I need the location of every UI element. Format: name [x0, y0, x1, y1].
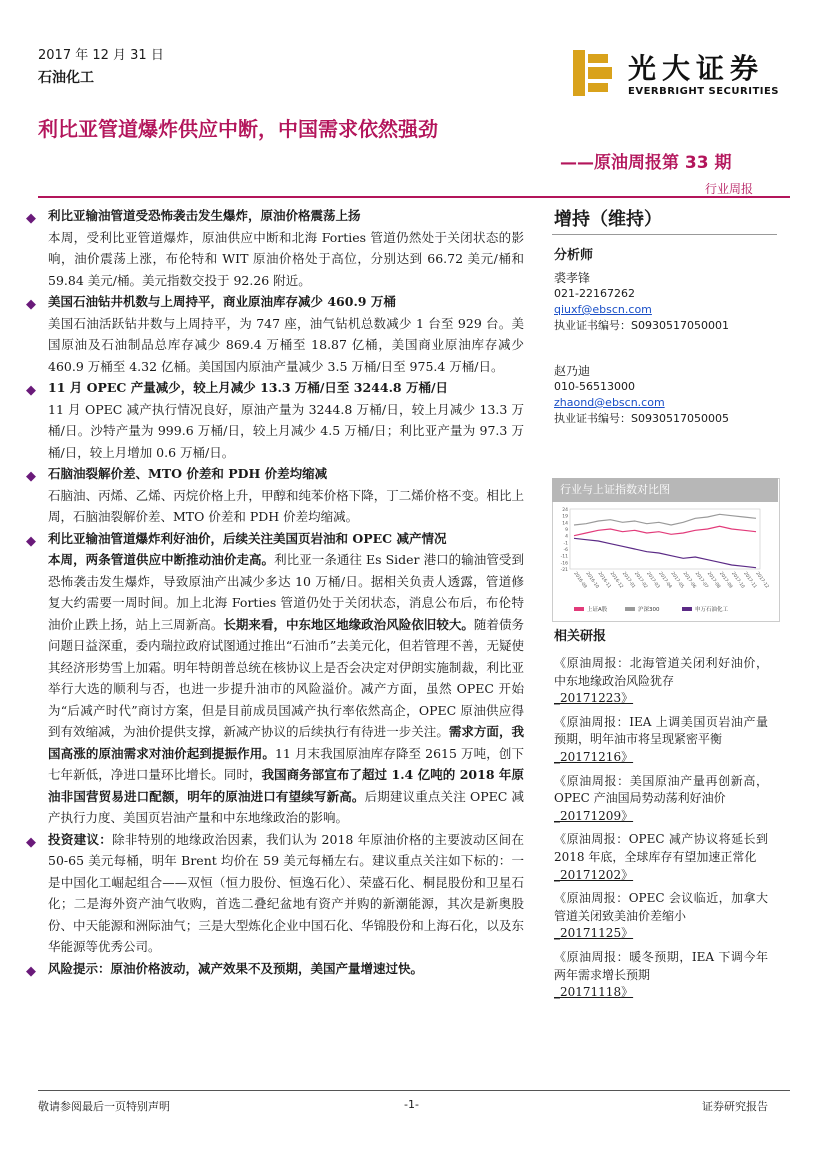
- logo-mark-icon: [573, 50, 612, 96]
- bullet-text: [24, 549, 524, 829]
- diamond-bullet-icon: ◆: [26, 963, 36, 979]
- header-divider: [38, 196, 790, 198]
- bullet-point: [24, 377, 524, 399]
- related-report-item[interactable]: [554, 655, 768, 708]
- diamond-bullet-icon: ◆: [26, 469, 36, 484]
- y-tick-label: 14: [562, 521, 568, 527]
- bullet-point: [24, 528, 524, 550]
- x-tick-label: 2017-07: [693, 571, 709, 590]
- analyst-phone: 010-56513000: [554, 380, 635, 393]
- related-report-item[interactable]: [554, 949, 768, 1002]
- diamond-bullet-icon: ◆: [26, 834, 36, 850]
- analyst-phone: 021-22167262: [554, 287, 635, 300]
- analyst-email-link[interactable]: qiuxf@ebscn.com: [554, 303, 652, 316]
- legend-swatch: [574, 607, 584, 611]
- text-bold: 本周，两条管道供应中断推动油价走高。: [48, 552, 275, 567]
- index-comparison-chart: [556, 503, 774, 617]
- legend-swatch: [682, 607, 692, 611]
- diamond-bullet-icon: ◆: [26, 533, 36, 549]
- bullet-point: [24, 291, 524, 313]
- text-run: 利比亚一条通往 Es Sider 港口的输油管受到恐怖袭击发生爆炸，导致原油产出减少多达 10 万桶/日。据相关负责人透露，管道修复大约需要一周时间。加上北海 Forties 管道仍处于关闭状态，消息公布后，布伦特油价止跌上扬，站上三周新高。: [48, 552, 524, 632]
- related-report-title: 《原油周报：OPEC 减产协议将延长到 2018 年底，全球库存有望加速正常化: [554, 832, 768, 864]
- series-line: [574, 526, 756, 535]
- related-report-item[interactable]: [554, 773, 768, 826]
- bullet-text: 11 月 OPEC 减产执行情况良好，原油产量为 3244.8 万桶/日，较上月减少 13.3 万桶/日。沙特产量为 999.6 万桶/日，较上月减少 4.5 万桶/日；利比亚产量为 97.3 万桶/日，较上月增加 0.6 万桶/日。: [48, 401, 524, 460]
- related-research-list: [554, 655, 768, 1008]
- text-run: 随着债务问题日益深重，委内瑞拉政府试图通过推出“石油币”去美元化，但若管理不善，无疑使其经济形势雪上加霜。明年特朗普总统在核协议上是否会决定对伊朗实施制裁，利比亚举行大选的顺利与否，也进一步提升油市的风险溢价。减产方面，虽然 OPEC 开始为“后减产时代”商讨方案，但是目前成员国减产执行率依然高企，OPEC 原油供应得到有效缩减，为油价提供支撑，新减产协议的后续执行有待进一步关注。: [48, 616, 524, 739]
- related-report-date: _20171209》: [554, 808, 634, 823]
- related-report-date: _20171216》: [554, 749, 634, 764]
- y-tick-label: -6: [563, 548, 568, 553]
- x-tick-label: 2017-02: [633, 571, 648, 590]
- text-bold: 我国商务部宣布了超过 1.4 亿吨的 2018 年原油非国营贸易进口配额，明年的原油进口有望续写新高。: [48, 767, 524, 804]
- logo-text-cn: 光大证券: [628, 52, 765, 85]
- x-tick-label: 2017-09: [717, 571, 733, 590]
- related-report-date: _20171223》: [554, 691, 634, 706]
- bullet-heading: 投资建议：: [48, 831, 113, 847]
- text-run: 11 月末我国原油库存降至 2615 万吨，创下七年新低，净进口量环比增长。同时，: [48, 745, 524, 782]
- footer-disclaimer: 敬请参阅最后一页特别声明: [38, 1100, 170, 1113]
- text-bold: 需求方面，我国高涨的原油需求对油价起到提振作用。: [48, 724, 524, 761]
- y-tick-label: -21: [560, 568, 568, 573]
- related-report-date: _20171118》: [554, 985, 634, 1000]
- y-tick-label: 24: [562, 508, 568, 513]
- legend-label: 沪深300: [638, 607, 660, 613]
- footer-divider: [38, 1090, 790, 1091]
- series-line: [574, 538, 756, 567]
- bullet-point: [24, 958, 524, 980]
- sidebar-divider: [552, 234, 777, 235]
- y-tick-label: -11: [560, 554, 568, 560]
- bullet-heading: 石脑油裂解价差、MTO 价差和 PDH 价差均缩减: [48, 466, 328, 481]
- text-bold: 长期来看，中东地区地缘政治风险依旧较大。: [223, 616, 474, 632]
- related-report-title: 《原油周报：北海管道关闭利好油价，中东地缘政治风险犹存: [554, 656, 768, 688]
- sector-label: 石油化工: [38, 70, 94, 86]
- related-report-title: 《原油周报：IEA 上调美国页岩油产量预期，明年油市将呈现紧密平衡: [554, 714, 768, 747]
- related-report-title: 《原油周报：暖冬预期，IEA 下调今年两年需求增长预期: [554, 949, 768, 982]
- series-line: [574, 514, 756, 525]
- analyst-name: 赵乃迪: [554, 364, 591, 378]
- x-tick-label: 2017-11: [742, 571, 758, 590]
- diamond-bullet-icon: ◆: [26, 297, 36, 312]
- bullet-text: 本周，受利比亚管道爆炸，原油供应中断和北海 Forties 管道仍然处于关闭状态的影响，油价震荡上涨，布伦特和 WIT 原油价格处于高位，分别达到 66.72 美元/桶和 59.84 美元/桶。美元指数交投于 92.26 附近。: [48, 229, 524, 288]
- y-tick-label: 19: [562, 514, 568, 520]
- bullet-heading: 美国石油钻井机数与上周持平，商业原油库存减少 460.9 万桶: [48, 294, 396, 309]
- x-tick-label: 2016-11: [596, 571, 612, 590]
- legend-label: 申万石油化工: [695, 607, 729, 613]
- analyst-cert: 执业证书编号：S0930517050001: [554, 319, 729, 332]
- x-tick-label: 2017-04: [657, 571, 673, 590]
- related-report-title: 《原油周报：OPEC 会议临近，加拿大管道关闭致美油价差缩小: [554, 891, 768, 923]
- y-tick-label: 4: [565, 534, 568, 540]
- bullet-point: [24, 205, 524, 227]
- analyst-card: [554, 270, 729, 334]
- bullet-point: [24, 829, 524, 958]
- x-tick-label: 2016-12: [608, 571, 624, 590]
- related-report-date: _20171125》: [554, 926, 634, 941]
- bullet-heading: 利比亚输油管道受恐怖袭击发生爆炸，原油价格震荡上扬: [48, 208, 361, 223]
- analyst-cert: 执业证书编号：S0930517050005: [554, 412, 729, 425]
- related-research-heading: 相关研报: [554, 629, 607, 644]
- bullet-text: 美国石油活跃钻井数与上周持平，为 747 座，油气钻机总数减少 1 台至 929 台。美国原油及石油制品总库存减少 869.4 万桶至 18.87 亿桶，美国商业原油库存减少 460.9 万桶至 4.32 亿桶。美国国内原油产量减少 3.5 万桶/日至 975.4 万桶/日。: [48, 315, 524, 374]
- bullet-heading: 11 月 OPEC 产量减少，较上月减少 13.3 万桶/日至 3244.8 万桶/日: [48, 380, 449, 395]
- analyst-card: [554, 363, 729, 427]
- related-report-date: _20171202》: [554, 867, 634, 882]
- report-date: 2017 年 12 月 31 日: [38, 48, 164, 63]
- x-tick-label: 2017-03: [645, 571, 661, 590]
- plot-area: [570, 509, 760, 569]
- bullet-text: 除非特别的地缘政治因素，我们认为 2018 年原油价格的主要波动区间在 50-65 美元每桶，明年 Brent 均价在 59 美元每桶左右。建议重点关注如下标的：一是中国化工崛起组合——双恒（恒力股份、恒逸石化）、荣盛石化、桐昆股份和卫星石化；二是海外资产油气收购，首选二叠纪盆地有资产并购的新潮能源，其次是新奥股份、中天能源和洲际油气；三是大型炼化企业中国石化、华锦股份和上海石化，以及东华能源等优秀公司。: [48, 831, 524, 954]
- bullet-point: [24, 463, 524, 485]
- analyst-name: 裘孝锋: [554, 271, 591, 285]
- page-subtitle: ——原油周报第 33 期: [560, 153, 732, 173]
- summary-column: [24, 205, 524, 979]
- bullet-heading: 利比亚输油管道爆炸利好油价，后续关注美国页岩油和 OPEC 减产情况: [48, 530, 447, 546]
- bullet-heading: 风险提示：原油价格波动，减产效果不及预期，美国产量增速过快。: [48, 960, 424, 976]
- analyst-heading: 分析师: [554, 248, 594, 263]
- x-tick-label: 2017-06: [681, 571, 697, 590]
- y-tick-label: -1: [563, 541, 568, 547]
- related-report-item[interactable]: [554, 714, 768, 767]
- diamond-bullet-icon: ◆: [26, 211, 36, 226]
- rating: 增持（维持）: [554, 209, 662, 230]
- page-title: 利比亚管道爆炸供应中断，中国需求依然强劲: [38, 117, 438, 141]
- x-tick-label: 2016-10: [584, 571, 600, 590]
- text-run: 后期建议重点关注 OPEC 减产执行力度、美国页岩油产量和中东地缘政治的影响。: [48, 788, 524, 825]
- x-tick-label: 2016-09: [572, 571, 588, 590]
- bullet-text: 石脑油、丙烯、乙烯、丙烷价格上升，甲醇和纯苯价格下降，丁二烯价格不变。相比上周，石脑油裂解价差、MTO 价差和 PDH 价差均缩减。: [48, 487, 524, 524]
- report-type: 行业周报: [705, 182, 754, 196]
- x-tick-label: 2017-08: [705, 571, 721, 590]
- chart-title: 行业与上证指数对比图: [552, 478, 778, 502]
- page-number: -1-: [404, 1098, 419, 1111]
- logo-text-en: EVERBRIGHT SECURITIES: [628, 86, 780, 97]
- analyst-email-link[interactable]: zhaond@ebscn.com: [554, 396, 665, 409]
- diamond-bullet-icon: ◆: [26, 383, 36, 398]
- x-tick-label: 2017-12: [754, 571, 770, 590]
- footer-doc-type: 证券研究报告: [702, 1100, 768, 1113]
- related-report-item[interactable]: [554, 831, 768, 884]
- related-report-item[interactable]: [554, 890, 768, 943]
- y-tick-label: -16: [560, 561, 568, 567]
- legend-swatch: [625, 607, 635, 611]
- legend-label: 上证A股: [587, 607, 608, 613]
- x-tick-label: 2017-01: [620, 571, 636, 590]
- x-tick-label: 2017-10: [730, 571, 745, 590]
- y-tick-label: 9: [565, 528, 568, 533]
- related-report-title: 《原油周报：美国原油产量再创新高，OPEC 产油国局势动荡利好油价: [554, 773, 768, 806]
- x-tick-label: 2017-05: [669, 571, 685, 590]
